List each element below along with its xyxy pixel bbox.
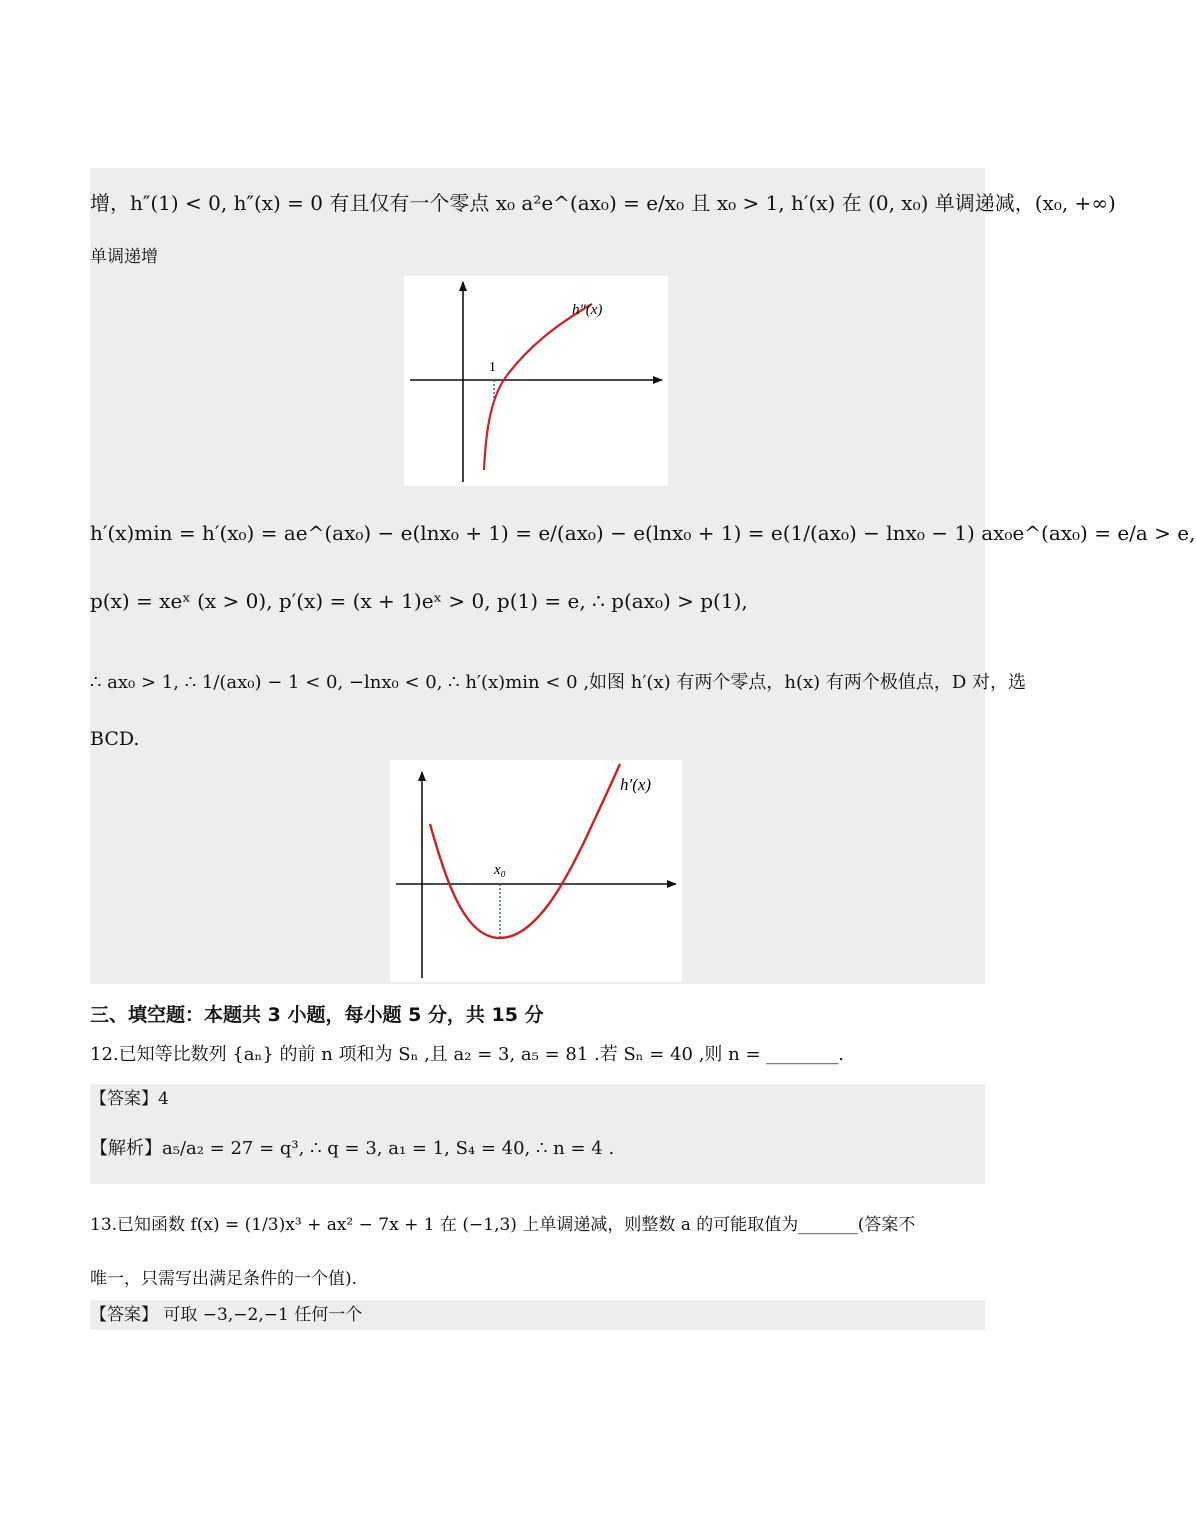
curve-label-h-double-prime: h″(x) [572, 302, 603, 318]
figure-1-svg [404, 276, 668, 486]
h-double-prime-curve [484, 304, 592, 470]
curve-label-h-prime: h′(x) [620, 775, 652, 794]
solution-line-4: p(x) = xeˣ (x > 0), p′(x) = (x + 1)eˣ > 0, p(1) = e, ∴ p(ax₀) > p(1), [90, 589, 748, 613]
q13-question: 13.已知函数 f(x) = (1/3)x³ + ax² − 7x + 1 在 (−1,3) 上单调递减，则整数 a 的可能取值为_______(答案不 [90, 1215, 916, 1235]
q13-answer: 【答案】 可取 −3,−2,−1 任何一个 [90, 1305, 363, 1325]
solution-line-3: h′(x)min = h′(x₀) = ae^(ax₀) − e(lnx₀ + 1) = e/(ax₀) − e(lnx₀ + 1) = e(1/(ax₀) − lnx₀ − 1) ax₀e^(ax₀) = e/a > e, [90, 521, 1196, 545]
figure-h-prime [390, 760, 682, 982]
tick-label-x0: x₀ [494, 862, 506, 878]
solution-line-6: BCD. [90, 728, 140, 750]
q12-analysis: 【解析】a₅/a₂ = 27 = q³, ∴ q = 3, a₁ = 1, S₄ = 40, ∴ n = 4 . [90, 1138, 615, 1159]
q12-answer: 【答案】4 [90, 1089, 169, 1109]
q12-answer-bg [90, 1084, 985, 1184]
h-prime-curve [430, 764, 620, 938]
solution-line-1: 增，h″(1) < 0, h″(x) = 0 有且仅有一个零点 x₀ a²e^(ax₀) = e/x₀ 且 x₀ > 1, h′(x) 在 (0, x₀) 单调递减，(x₀, +∞) [90, 191, 1116, 215]
figure-h-double-prime [404, 276, 668, 486]
q13-question-cont: 唯一，只需写出满足条件的一个值). [90, 1269, 358, 1289]
q12-question: 12.已知等比数列 {aₙ} 的前 n 项和为 Sₙ ,且 a₂ = 3, a₅ = 81 .若 Sₙ = 40 ,则 n = ________. [90, 1044, 844, 1065]
solution-line-2: 单调递增 [90, 247, 158, 267]
section-title: 三、填空题：本题共 3 小题，每小题 5 分，共 15 分 [90, 1004, 544, 1026]
solution-line-5: ∴ ax₀ > 1, ∴ 1/(ax₀) − 1 < 0, −lnx₀ < 0, ∴ h′(x)min < 0 ,如图 h′(x) 有两个零点，h(x) 有两个极值点，D 对，选 [90, 672, 1027, 693]
figure-2-svg [390, 760, 682, 982]
tick-label-1: 1 [489, 360, 496, 375]
